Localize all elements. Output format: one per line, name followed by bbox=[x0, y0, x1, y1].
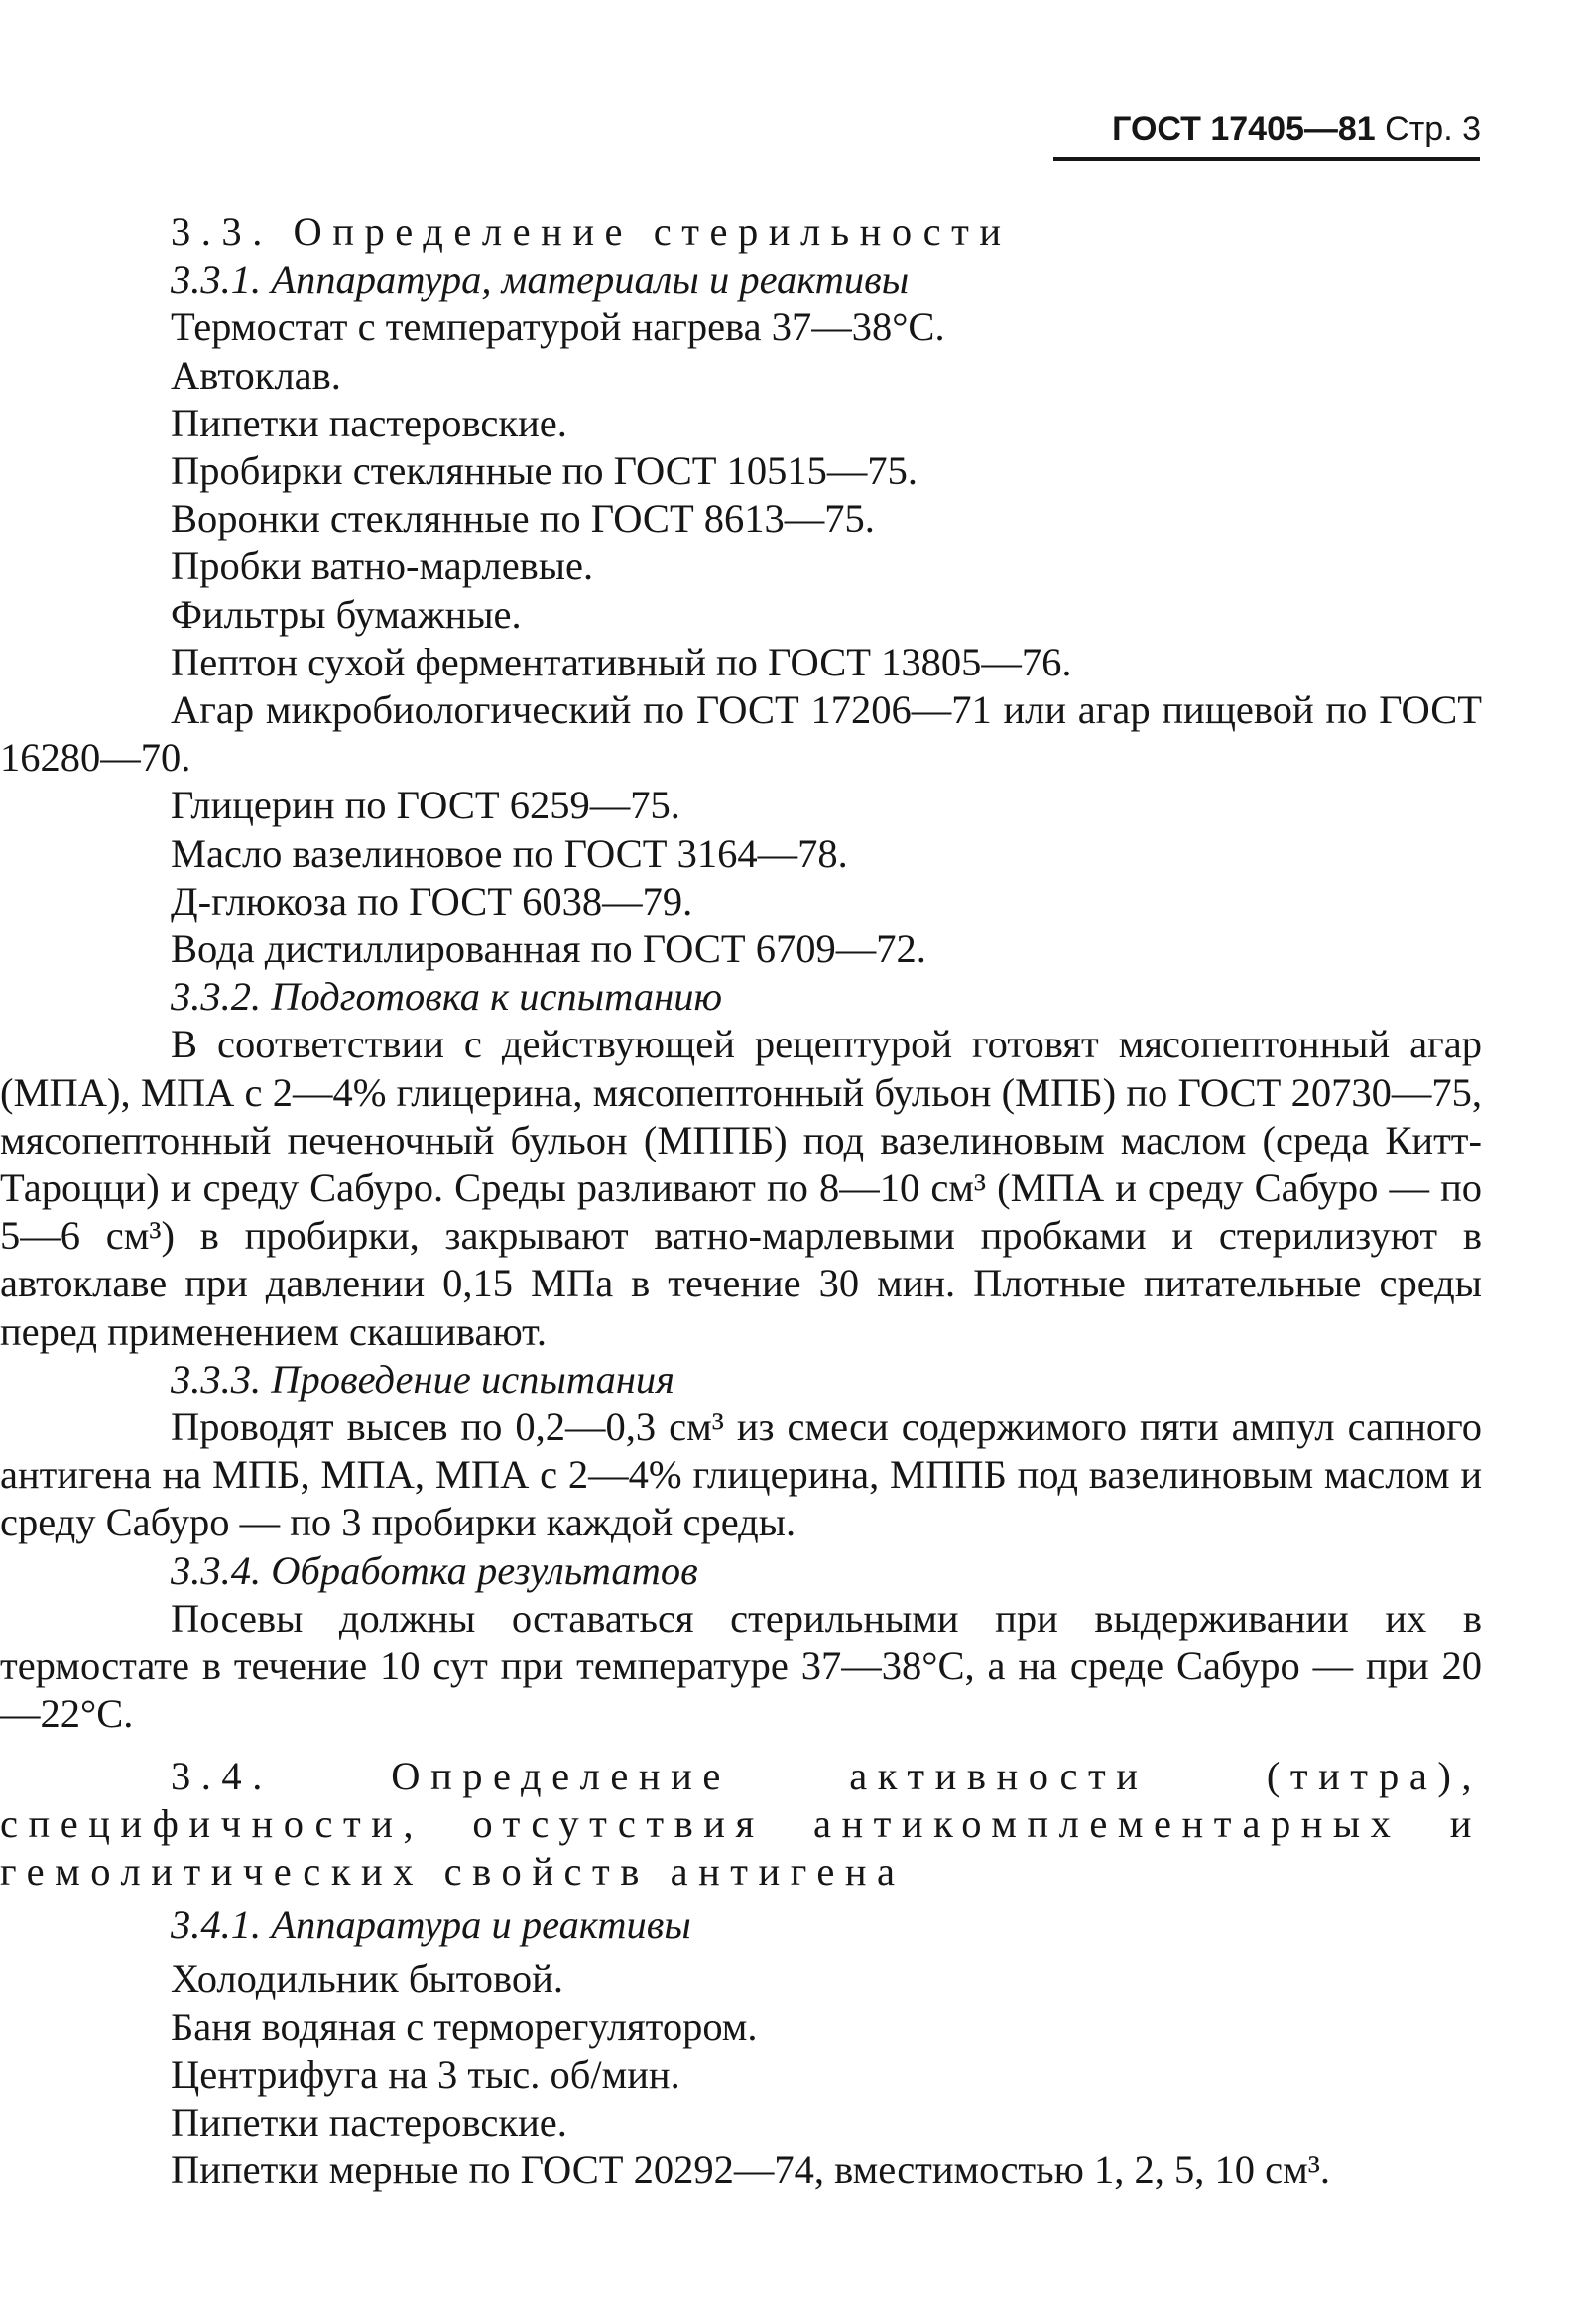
page-number: Стр. 3 bbox=[1385, 110, 1481, 148]
document-body bbox=[0, 208, 1482, 2194]
list-item: Пробирки стеклянные по ГОСТ 10515—75. bbox=[171, 448, 918, 494]
list-item: Термостат с температурой нагрева 37—38°С. bbox=[171, 305, 945, 350]
list-item: Фильтры бумажные. bbox=[171, 591, 522, 637]
list-item: Пептон сухой ферментативный по ГОСТ 13805—76. bbox=[171, 639, 1072, 684]
list-item: Центрифуга на 3 тыс. об/мин. bbox=[171, 2051, 680, 2097]
subsection-3-3-4-title: 3.3.4. Обработка результатов bbox=[171, 1547, 698, 1593]
section-3-3-title: 3.3. Определение стерильности bbox=[171, 209, 1012, 254]
header-rule bbox=[1053, 157, 1480, 161]
list-item: Пробки ватно-марлевые. bbox=[171, 544, 594, 589]
list-item: Баня водяная с терморегулятором. bbox=[171, 2004, 758, 2049]
list-item: Вода дистиллированная по ГОСТ 6709—72. bbox=[171, 926, 926, 972]
paragraph-3-3-3: Проводят высев по 0,2—0,3 см³ из смеси содержимого пяти ампул сапного антигена на МПБ, МПА, МПА с 2—4% глицерина, МППБ под вазелиновым маслом и среду Сабуро — по 3 пробирки каждой среды. bbox=[0, 1405, 1482, 1545]
standard-number: ГОСТ 17405—81 bbox=[1112, 110, 1376, 148]
list-item: Пипетки пастеровские. bbox=[171, 400, 567, 445]
list-item: Масло вазелиновое по ГОСТ 3164—78. bbox=[171, 830, 848, 876]
page-header bbox=[1054, 109, 1481, 149]
list-item: Д-глюкоза по ГОСТ 6038—79. bbox=[171, 878, 693, 923]
list-item: Холодильник бытовой. bbox=[171, 1956, 563, 2002]
list-item: Глицерин по ГОСТ 6259—75. bbox=[171, 783, 680, 828]
list-item: Автоклав. bbox=[171, 352, 341, 398]
list-item: Агар микробиологический по ГОСТ 17206—71 или агар пищевой по ГОСТ 16280—70. bbox=[0, 687, 1482, 781]
subsection-3-4-1-title: 3.4.1. Аппаратура и реактивы bbox=[171, 1902, 691, 1948]
list-item: Воронки стеклянные по ГОСТ 8613—75. bbox=[171, 496, 875, 542]
subsection-3-3-2-title: 3.3.2. Подготовка к испытанию bbox=[171, 974, 723, 1020]
paragraph-3-3-4: Посевы должны оставаться стерильными при выдерживании их в термостате в течение 10 сут при температуре 37—38°С, а на среде Сабуро — при 20—22°С. bbox=[0, 1595, 1482, 1737]
list-item: Пипетки мерные по ГОСТ 20292—74, вместимостью 1, 2, 5, 10 см³. bbox=[171, 2147, 1330, 2193]
subsection-3-3-3-title: 3.3.3. Проведение испытания bbox=[171, 1356, 675, 1402]
subsection-3-3-1-title: 3.3.1. Аппаратура, материалы и реактивы bbox=[171, 257, 910, 303]
paragraph-3-3-2: В соответствии с действующей рецептурой готовят мясопептонный агар (МПА), МПА с 2—4% глицерина, мясопептонный бульон (МПБ) по ГОСТ 20730—75, мясопептонный печеночный бульон (МППБ) под вазелиновым маслом (среда Китт-Тароцци) и среду Сабуро. Среды разливают по 8—10 см³ (МПА и среду Сабуро — по 5—6 см³) в пробирки, закрывают ватно-марлевыми пробками и стерилизуют в автоклаве при давлении 0,15 МПа в течение 30 мин. Плотные питательные среды перед применением скашивают. bbox=[0, 1022, 1482, 1354]
list-item: Пипетки пастеровские. bbox=[171, 2099, 567, 2144]
section-3-4-title: 3.4. Определение активности (титра), специфичности, отсутствия антикомплементарных и гемолитических свойств антигена bbox=[0, 1753, 1482, 1894]
